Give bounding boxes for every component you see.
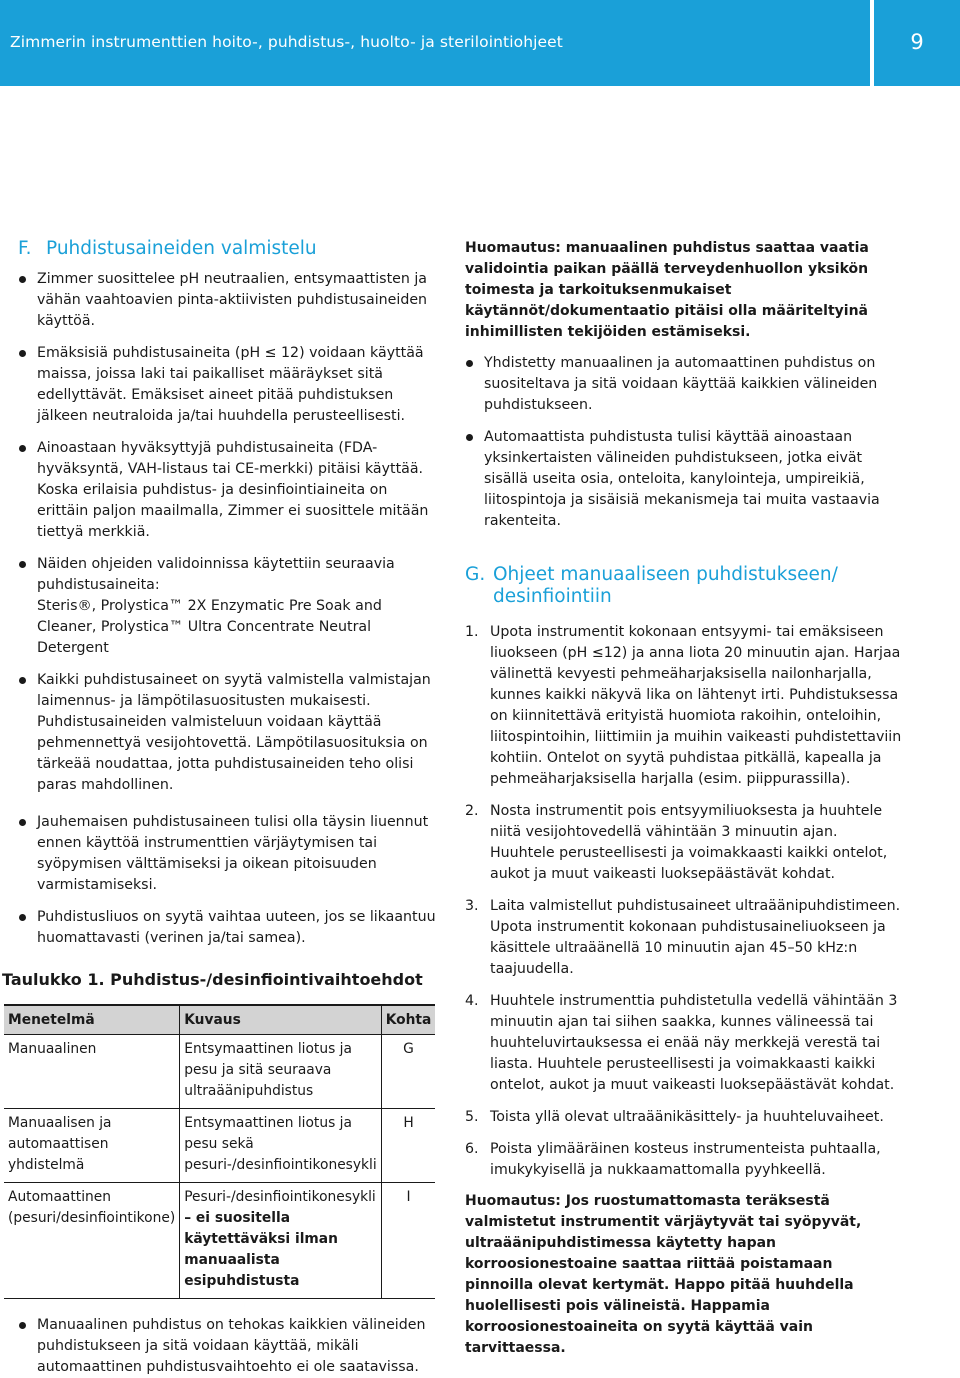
step-text: Huuhtele instrumenttia puhdistetulla vedellä vähintään 3 minuutin ajan tai siihen saakka, kunnes välineessä tai huuhteluvirtauksessa ei enää näy merkkejä verestä tai liasta. Huuhtele perusteellisesti ja voimakkaasti kaikki ontelot, aukot ja muut vaikeasti luoksepäästävät kohdat. <box>490 993 898 1093</box>
step-text: Laita valmistellut puhdistusaineet ultraäänipuhdistimeen. Upota instrumentit kokonaan puhdistusaineliuokseen ja käsittele ultraäänellä 10 minuutin ajan 45–50 kHz:n taajuudella. <box>490 898 901 977</box>
list-item: Yhdistetty manuaalinen ja automaattinen puhdistus on suositeltava ja sitä voidaan käyttää kaikkien välineiden puhdistukseen. <box>465 353 905 416</box>
table-header-cell: Menetelmä <box>4 1005 180 1035</box>
section-f-label: F. <box>18 238 32 259</box>
table-header-cell: Kuvaus <box>180 1005 381 1035</box>
list-item <box>465 991 905 1096</box>
table-cell: Automaattinen (pesuri/desinfiointikone) <box>4 1183 180 1299</box>
section-g-heading <box>465 564 905 608</box>
list-item: Ainoastaan hyväksyttyjä puhdistusaineita (FDA-hyväksyntä, VAH-listaus tai CE-merkki) pitäisi käyttää. Koska erilaisia puhdistus- ja desinfiointiaineita on erittäin paljon maailmalla, Zimmer ei suosittele mitään tiettyä merkkiä. <box>18 438 442 543</box>
table-cell: I <box>381 1183 435 1299</box>
list-item <box>465 622 905 790</box>
note-corrosion: Huomautus: Jos ruostumattomasta teräksestä valmistetut instrumentit värjäytyvät tai syöpyvät, ultraäänipuhdistimessa käytetty hapan korroosionestoaine saattaa riittää poistamaan pinnoilla olevat kertymät. Happo pitää huuhdella huolellisesti pois välineistä. Happamia korroosionestoaineita on syytä käyttää vain tarvittaessa. <box>465 1193 862 1356</box>
step-text: Toista yllä olevat ultraäänikäsittely- ja huuhteluvaiheet. <box>490 1109 884 1125</box>
table-row <box>4 1109 435 1183</box>
table-cell: H <box>381 1109 435 1183</box>
manual-bullet <box>18 1315 442 1378</box>
list-item: Puhdistusliuos on syytä vaihtaa uuteen, jos se likaantuu huomattavasti (verinen ja/tai samea). <box>18 907 442 949</box>
step-text: Poista ylimääräinen kosteus instrumenteista puhtaalla, imukykyisellä ja nukkaamattomalla pyyhkeellä. <box>490 1141 881 1178</box>
step-number: 5. <box>465 1109 479 1125</box>
header-bar <box>0 0 870 86</box>
table-cell: Entsymaattinen liotus ja pesu sekä pesuri-/desinfiointikonesykli <box>180 1109 381 1183</box>
list-item <box>465 1139 905 1181</box>
list-item <box>465 1107 905 1128</box>
section-g-title: Ohjeet manuaaliseen puhdistukseen/ desinfiointiin <box>493 564 838 607</box>
table-cell <box>180 1183 381 1299</box>
list-item: Emäksisiä puhdistusaineita (pH ≤ 12) voidaan käyttää maissa, joissa laki tai paikalliset määräykset sitä edellyttävät. Emäksiset aineet pitää puhdistuksen jälkeen neutraloida ja/tai huuhdella perusteellisesti. <box>18 343 442 427</box>
page-number: 9 <box>910 30 924 54</box>
method-bullets <box>465 353 905 532</box>
right-column <box>465 238 905 1359</box>
page-number-box <box>874 0 960 86</box>
document-title: Zimmerin instrumenttien hoito-, puhdistus-, huolto- ja sterilointiohjeet <box>10 33 563 51</box>
step-number: 1. <box>465 624 479 640</box>
list-item <box>465 896 905 980</box>
validation-intro: Näiden ohjeiden validoinnissa käytettiin seuraavia puhdistusaineita: <box>37 556 395 593</box>
cleaner-bullets <box>18 269 442 949</box>
step-text: Upota instrumentit kokonaan entsyymi- tai emäksiseen liuokseen (pH ≤12) ja anna liota 20 minuutin ajan. Harjaa välinettä kevyesti pehmeäharjaksisella nailonharjalla, kunnes kaikki näkyvä lika on lähtenyt irti. Puhdistuksessa on kiinnitettävä erityistä huomiota rakoihin, onteloihin, liitospintoihin, liittimiin ja muihin vaikeasti puhdistettaviin kohtiin. Ontelot on syytä puhdistaa pitkällä, kapealla ja pehmeäharjaksisella harjalla (esim. piippurassilla). <box>490 624 902 787</box>
step-number: 6. <box>465 1141 479 1157</box>
table-title: Taulukko 1. Puhdistus-/desinfiointivaihtoehdot <box>2 970 423 989</box>
list-item: Automaattista puhdistusta tulisi käyttää ainoastaan yksinkertaisten välineiden puhdistukseen, jotka eivät sisällä useita osia, onteloita, kanylointeja, umpireikiä, liitospintoja ja sisäisiä mekanismeja tai muita vastaavia rakenteita. <box>465 427 905 532</box>
manual-steps <box>465 622 905 1181</box>
method-table <box>4 1004 435 1299</box>
table-cell: G <box>381 1035 435 1109</box>
table-cell: Manuaalinen <box>4 1035 180 1109</box>
list-item <box>465 801 905 885</box>
list-item: Zimmer suosittelee pH neutraalien, entsymaattisten ja vähän vaahtoavien pinta-aktiivisten puhdistusaineiden käyttöä. <box>18 269 442 332</box>
table-cell-text: Pesuri-/desinfiointikonesykli <box>184 1189 376 1205</box>
step-number: 3. <box>465 898 479 914</box>
validation-products: Steris®, Prolystica™ 2X Enzymatic Pre Soak and Cleaner, Prolystica™ Ultra Concentrate Neutral Detergent <box>37 598 382 656</box>
table-row <box>4 1035 435 1109</box>
list-item: Jauhemaisen puhdistusaineen tulisi olla täysin liuennut ennen käyttöä instrumenttien värjäytymisen tai syöpymisen välttämiseksi ja oikean pitoisuuden varmistamiseksi. <box>18 812 442 896</box>
table-header-cell: Kohta <box>381 1005 435 1035</box>
step-text: Nosta instrumentit pois entsyymiliuoksesta ja huuhtele niitä vesijohtovedellä vähintään 3 minuutin ajan. Huuhtele perusteellisesti ja voimakkaasti kaikki ontelot, aukot ja muut vaikeasti luoksepäästävät kohdat. <box>490 803 888 882</box>
list-item: Manuaalinen puhdistus on tehokas kaikkien välineiden puhdistukseen ja sitä voidaan käyttää, mikäli automaattinen puhdistusvaihtoehto ei ole saatavissa. <box>18 1315 442 1378</box>
section-f-title: Puhdistusaineiden valmistelu <box>46 238 317 259</box>
table-cell-warning: – ei suositella käytettäväksi ilman manuaalista esipuhdistusta <box>184 1210 338 1289</box>
left-column <box>2 238 442 1378</box>
table-cell: Manuaalisen ja automaattisen yhdistelmä <box>4 1109 180 1183</box>
list-item <box>18 554 442 659</box>
table-cell: Entsymaattinen liotus ja pesu ja sitä seuraava ultraäänipuhdistus <box>180 1035 381 1109</box>
table-row <box>4 1183 435 1299</box>
step-number: 4. <box>465 993 479 1009</box>
step-number: 2. <box>465 803 479 819</box>
table-header-row <box>4 1005 435 1035</box>
section-g-label: G. <box>465 564 486 585</box>
section-f-heading <box>18 238 442 260</box>
note-manual-validation: Huomautus: manuaalinen puhdistus saattaa vaatia validointia paikan päällä terveydenhuollon yksikön toimesta ja tarkoituksenmukaiset käytännöt/dokumentaatio pitäisi olla määriteltyinä inhimillisten tekijöiden estämiseksi. <box>465 240 869 340</box>
list-item: Kaikki puhdistusaineet on syytä valmistella valmistajan laimennus- ja lämpötilasuositusten mukaisesti. Puhdistusaineiden valmisteluun voidaan käyttää pehmennettyä vesijohtovettä. Lämpötilasuosituksia on tärkeää noudattaa, jotta puhdistusaineiden teho olisi paras mahdollinen. <box>18 670 442 796</box>
